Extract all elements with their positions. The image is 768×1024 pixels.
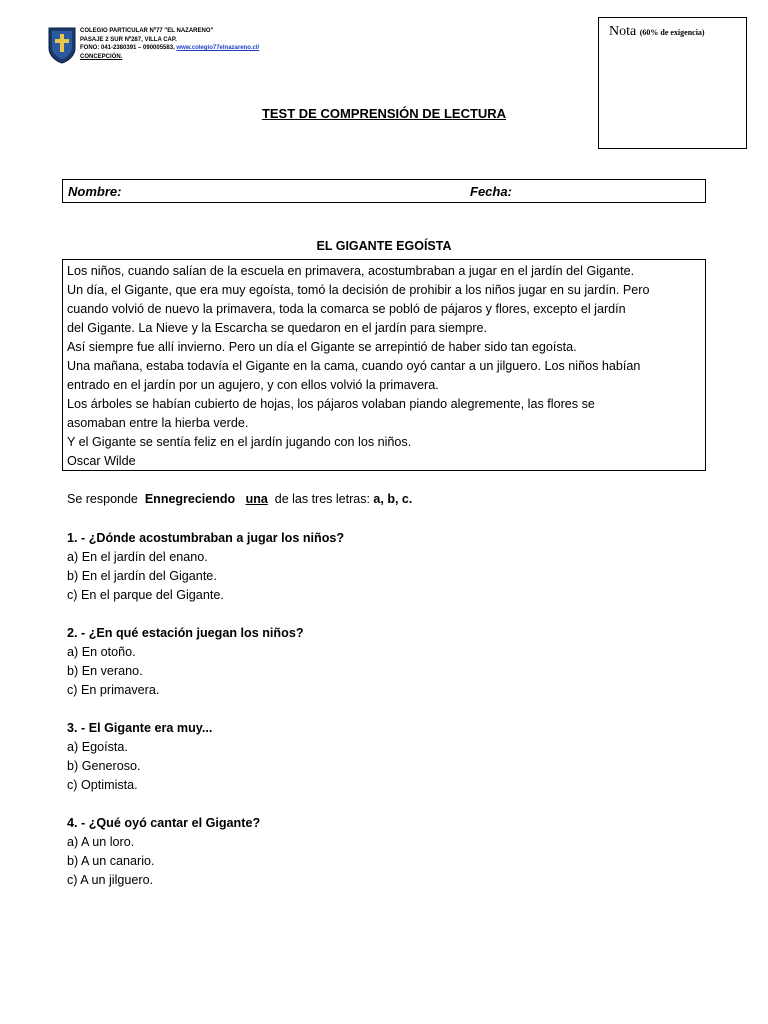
question-1 [67,529,344,605]
grade-requirement: (60% de exigencia) [639,28,705,37]
grade-box [598,17,747,149]
story-line: entrado en el jardín por un agujero, y con ellos volvió la primavera. [67,378,439,392]
story-line: del Gigante. La Nieve y la Escarcha se quedaron en el jardín para siempre. [67,321,488,335]
instructions-pre: Se responde [67,492,138,506]
date-label: Fecha: [470,184,512,199]
answer-option[interactable]: b) En el jardín del Gigante. [67,569,217,583]
story-line: asomaban entre la hierba verde. [67,416,249,430]
story-author: Oscar Wilde [67,454,136,468]
answer-option[interactable]: c) En primavera. [67,683,160,697]
story-line: Un día, el Gigante, que era muy egoísta, tomó la decisión de prohibir a los niños jugar en su jardín. Pero [67,283,650,297]
story-line: cuando volvió de nuevo la primavera, toda la comarca se pobló de pájaros y flores, excepto el jardín [67,302,626,316]
answer-option[interactable]: a) En el jardín del enano. [67,550,208,564]
story-line: Y el Gigante se sentía feliz en el jardín jugando con los niños. [67,435,412,449]
story-line: Así siempre fue allí invierno. Pero un día el Gigante se arrepintió de haber sido tan egoísta. [67,340,577,354]
school-name: COLEGIO PARTICULAR Nº77 "EL NAZARENO" [80,28,214,34]
name-label: Nombre: [68,184,122,199]
instructions-mid: de las tres letras: [274,492,370,506]
story-box [62,259,706,471]
answer-option[interactable]: b) En verano. [67,664,143,678]
school-shield-logo [48,26,76,64]
answer-option[interactable]: c) En el parque del Gigante. [67,588,224,602]
story-line: Una mañana, estaba todavía el Gigante en la cama, cuando oyó cantar a un jilguero. Los niños habían [67,359,641,373]
school-city: CONCEPCIÓN. [80,53,123,60]
answer-option[interactable]: a) Egoísta. [67,740,128,754]
question-text: 4. - ¿Qué oyó cantar el Gigante? [67,816,261,830]
answer-option[interactable]: a) A un loro. [67,835,135,849]
grade-label: Nota [609,24,637,39]
school-address: PASAJE 2 SUR Nº287, VILLA CAP. [80,36,177,43]
page-title: TEST DE COMPRENSIÓN DE LECTURA [261,106,507,121]
story-title: EL GIGANTE EGOÍSTA [316,239,452,253]
answer-option[interactable]: c) A un jilguero. [67,873,154,887]
school-website-link[interactable]: www.colegio77elnazareno.cl/ [176,45,260,51]
school-phone-line [80,44,259,53]
answer-option[interactable]: c) Optimista. [67,778,138,792]
question-3 [67,719,212,795]
question-4 [67,814,260,890]
question-text: 3. - El Gigante era muy... [67,721,213,735]
question-2 [67,624,304,700]
question-text: 1. - ¿Dónde acostumbraban a jugar los niños? [67,531,345,545]
story-line: Los árboles se habían cubierto de hojas, los pájaros volaban piando alegremente, las flores se [67,397,595,411]
instructions [67,492,412,506]
school-info [80,27,259,61]
instructions-bold: Ennegreciendo [144,492,236,506]
story-line: Los niños, cuando salían de la escuela en primavera, acostumbraban a jugar en el jardín del Gigante. [67,264,635,278]
answer-option[interactable]: b) Generoso. [67,759,141,773]
answer-option[interactable]: a) En otoño. [67,645,136,659]
answer-option[interactable]: b) A un canario. [67,854,155,868]
school-phone: FONO: 041-2380391 – 090005583, [80,45,175,51]
question-text: 2. - ¿En qué estación juegan los niños? [67,626,304,640]
name-date-box[interactable] [62,179,706,203]
grade-label-wrap [609,24,705,40]
instructions-letters: a, b, c. [373,492,413,506]
instructions-underlined: una [245,492,268,506]
